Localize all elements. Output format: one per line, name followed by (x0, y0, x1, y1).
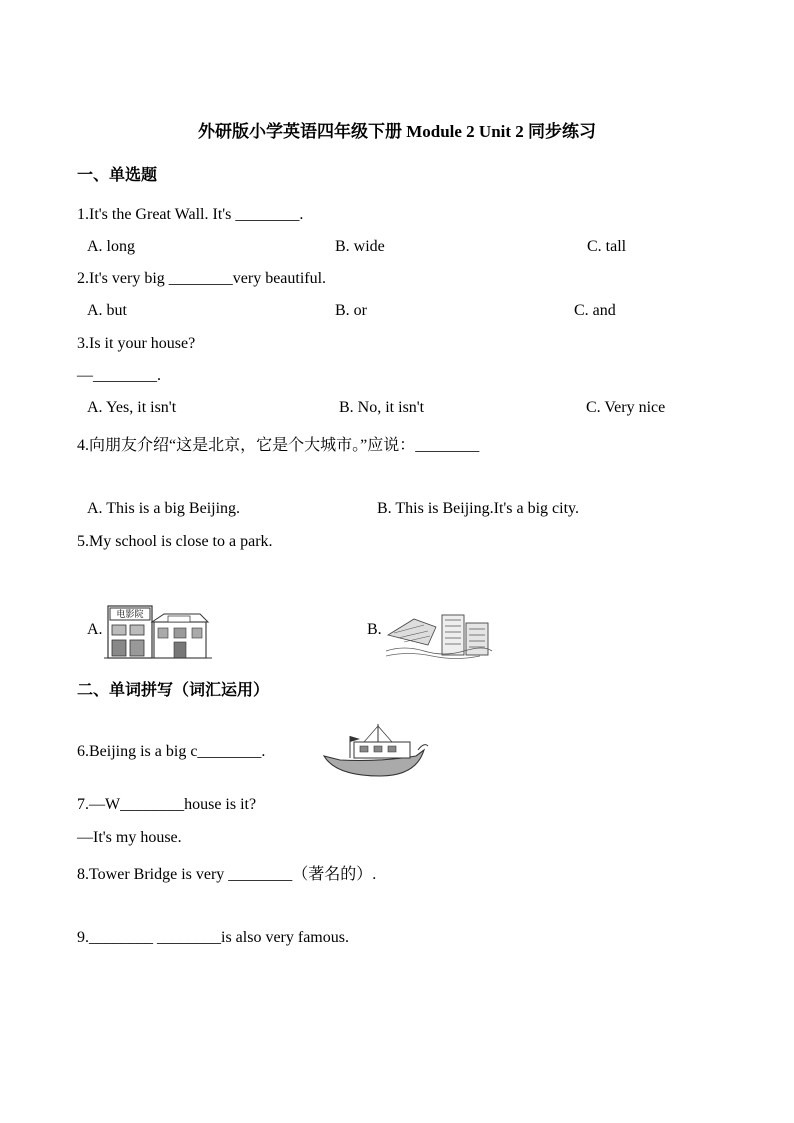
question-2-option-b[interactable]: B. or (335, 302, 367, 319)
question-5-option-b[interactable]: B. (367, 621, 382, 638)
question-4-option-a[interactable]: A. This is a big Beijing. (87, 500, 241, 517)
question-3-option-c[interactable]: C. Very nice (586, 399, 666, 416)
question-3-option-a[interactable]: A. Yes, it isn't (87, 399, 177, 416)
question-1-option-b[interactable]: B. wide (335, 238, 385, 255)
question-6-stem: 6.Beijing is a big c________. (77, 743, 266, 760)
cinema-sign-text: 电影院 (116, 610, 144, 620)
question-5-option-a[interactable]: A. (87, 621, 103, 638)
section-heading-spelling: 二、单词拼写（词汇运用） (77, 682, 270, 699)
question-1-option-c[interactable]: C. tall (587, 238, 627, 255)
question-5-stem: 5.My school is close to a park. (77, 533, 273, 550)
cinema-building-image (104, 598, 214, 660)
question-4-option-b[interactable]: B. This is Beijing.It's a big city. (377, 500, 579, 517)
question-4-stem: 4.向朋友介绍“这是北京，它是个大城市。”应说：________ (77, 437, 480, 454)
section-heading-single-choice: 一、单选题 (77, 167, 158, 184)
question-2-option-a[interactable]: A. but (87, 302, 127, 319)
question-8-stem: 8.Tower Bridge is very ________（著名的）. (77, 866, 377, 883)
question-2-stem: 2.It's very big ________very beautiful. (77, 270, 327, 287)
question-7-answer-line: —It's my house. (77, 829, 182, 846)
park-scene-image (384, 605, 494, 660)
question-7-stem: 7.—W________house is it? (77, 796, 257, 813)
boat-image (320, 720, 430, 780)
question-1-stem: 1.It's the Great Wall. It's ________. (77, 206, 304, 223)
question-9-stem: 9.________ ________is also very famous. (77, 929, 349, 946)
page-title: 外研版小学英语四年级下册 Module 2 Unit 2 同步练习 (197, 122, 597, 141)
question-3-option-b[interactable]: B. No, it isn't (339, 399, 425, 416)
question-1-option-a[interactable]: A. long (87, 238, 135, 255)
question-2-option-c[interactable]: C. and (574, 302, 616, 319)
question-3-answer-line: —________. (77, 367, 161, 384)
question-3-stem: 3.Is it your house? (77, 335, 196, 352)
